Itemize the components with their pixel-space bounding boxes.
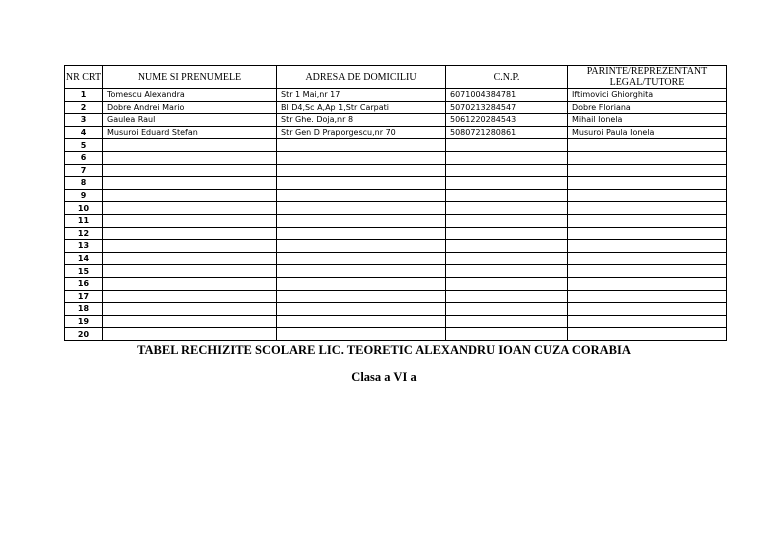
cell-parent bbox=[568, 303, 727, 316]
cell-address: Str Ghe. Doja,nr 8 bbox=[277, 114, 446, 127]
cell-name bbox=[103, 265, 277, 278]
cell-cnp bbox=[446, 240, 568, 253]
cell-name: Gaulea Raul bbox=[103, 114, 277, 127]
cell-address bbox=[277, 240, 446, 253]
cell-name bbox=[103, 189, 277, 202]
cell-address: Str 1 Mai,nr 17 bbox=[277, 89, 446, 102]
cell-parent: Mihail Ionela bbox=[568, 114, 727, 127]
cell-parent bbox=[568, 202, 727, 215]
cell-name bbox=[103, 164, 277, 177]
cell-parent: Musuroi Paula Ionela bbox=[568, 126, 727, 139]
cell-name bbox=[103, 227, 277, 240]
cell-address bbox=[277, 315, 446, 328]
header-cnp: C.N.P. bbox=[446, 66, 568, 89]
table-row bbox=[65, 202, 727, 215]
table-row bbox=[65, 151, 727, 164]
cell-parent bbox=[568, 177, 727, 190]
cell-cnp bbox=[446, 315, 568, 328]
cell-name bbox=[103, 315, 277, 328]
cell-address bbox=[277, 303, 446, 316]
cell-parent bbox=[568, 265, 727, 278]
cell-nr-crt: 6 bbox=[65, 151, 103, 164]
table-row bbox=[65, 315, 727, 328]
cell-address bbox=[277, 227, 446, 240]
cell-nr-crt: 16 bbox=[65, 277, 103, 290]
cell-name bbox=[103, 328, 277, 341]
cell-parent: Iftimovici Ghiorghita bbox=[568, 89, 727, 102]
cell-nr-crt: 4 bbox=[65, 126, 103, 139]
table-header-row bbox=[65, 66, 727, 89]
cell-cnp: 5070213284547 bbox=[446, 101, 568, 114]
table-row bbox=[65, 189, 727, 202]
cell-name bbox=[103, 303, 277, 316]
cell-cnp bbox=[446, 139, 568, 152]
cell-address bbox=[277, 202, 446, 215]
cell-name: Tomescu Alexandra bbox=[103, 89, 277, 102]
table-row bbox=[65, 290, 727, 303]
cell-nr-crt: 14 bbox=[65, 252, 103, 265]
table-row bbox=[65, 89, 727, 102]
table-row bbox=[65, 126, 727, 139]
cell-address bbox=[277, 139, 446, 152]
cell-cnp bbox=[446, 328, 568, 341]
cell-cnp bbox=[446, 303, 568, 316]
cell-name bbox=[103, 277, 277, 290]
cell-cnp bbox=[446, 227, 568, 240]
table-row bbox=[65, 240, 727, 253]
table-row bbox=[65, 227, 727, 240]
cell-cnp bbox=[446, 290, 568, 303]
cell-name bbox=[103, 290, 277, 303]
cell-cnp bbox=[446, 214, 568, 227]
table-body bbox=[65, 89, 727, 341]
cell-address bbox=[277, 164, 446, 177]
cell-cnp: 5061220284543 bbox=[446, 114, 568, 127]
cell-cnp bbox=[446, 265, 568, 278]
cell-cnp bbox=[446, 177, 568, 190]
cell-name: Dobre Andrei Mario bbox=[103, 101, 277, 114]
table-row bbox=[65, 164, 727, 177]
cell-nr-crt: 3 bbox=[65, 114, 103, 127]
cell-address: Str Gen D Praporgescu,nr 70 bbox=[277, 126, 446, 139]
cell-nr-crt: 19 bbox=[65, 315, 103, 328]
document-title: TABEL RECHIZITE SCOLARE LIC. TEORETIC ALEXANDRU IOAN CUZA CORABIA bbox=[137, 343, 631, 357]
cell-cnp bbox=[446, 277, 568, 290]
cell-address bbox=[277, 177, 446, 190]
cell-nr-crt: 8 bbox=[65, 177, 103, 190]
header-address: ADRESA DE DOMICILIU bbox=[277, 66, 446, 89]
cell-nr-crt: 13 bbox=[65, 240, 103, 253]
cell-name bbox=[103, 151, 277, 164]
student-table bbox=[64, 65, 727, 341]
cell-parent bbox=[568, 328, 727, 341]
cell-parent bbox=[568, 189, 727, 202]
cell-nr-crt: 20 bbox=[65, 328, 103, 341]
cell-parent bbox=[568, 164, 727, 177]
table-row bbox=[65, 328, 727, 341]
cell-name: Musuroi Eduard Stefan bbox=[103, 126, 277, 139]
cell-nr-crt: 1 bbox=[65, 89, 103, 102]
cell-parent bbox=[568, 214, 727, 227]
cell-nr-crt: 11 bbox=[65, 214, 103, 227]
cell-parent bbox=[568, 252, 727, 265]
table-row bbox=[65, 139, 727, 152]
cell-parent bbox=[568, 315, 727, 328]
cell-address bbox=[277, 277, 446, 290]
table-row bbox=[65, 265, 727, 278]
cell-name bbox=[103, 214, 277, 227]
cell-parent bbox=[568, 240, 727, 253]
cell-cnp bbox=[446, 189, 568, 202]
cell-cnp bbox=[446, 151, 568, 164]
cell-address bbox=[277, 214, 446, 227]
cell-name bbox=[103, 202, 277, 215]
table-row bbox=[65, 101, 727, 114]
cell-address bbox=[277, 328, 446, 341]
cell-nr-crt: 10 bbox=[65, 202, 103, 215]
cell-name bbox=[103, 252, 277, 265]
cell-name bbox=[103, 177, 277, 190]
cell-cnp: 5080721280861 bbox=[446, 126, 568, 139]
table-row bbox=[65, 252, 727, 265]
table-row bbox=[65, 214, 727, 227]
cell-nr-crt: 2 bbox=[65, 101, 103, 114]
cell-name bbox=[103, 139, 277, 152]
table-row bbox=[65, 177, 727, 190]
table-row bbox=[65, 114, 727, 127]
cell-address bbox=[277, 151, 446, 164]
cell-parent bbox=[568, 290, 727, 303]
cell-parent: Dobre Floriana bbox=[568, 101, 727, 114]
cell-nr-crt: 7 bbox=[65, 164, 103, 177]
cell-cnp bbox=[446, 164, 568, 177]
cell-cnp bbox=[446, 252, 568, 265]
cell-parent bbox=[568, 139, 727, 152]
cell-name bbox=[103, 240, 277, 253]
header-nr-crt: NR CRT bbox=[65, 66, 103, 89]
cell-parent bbox=[568, 227, 727, 240]
class-subtitle: Clasa a VI a bbox=[351, 370, 417, 384]
header-name: NUME SI PRENUMELE bbox=[103, 66, 277, 89]
cell-address bbox=[277, 290, 446, 303]
cell-address bbox=[277, 265, 446, 278]
cell-cnp bbox=[446, 202, 568, 215]
table-row bbox=[65, 303, 727, 316]
cell-nr-crt: 15 bbox=[65, 265, 103, 278]
cell-nr-crt: 12 bbox=[65, 227, 103, 240]
cell-address bbox=[277, 189, 446, 202]
header-parent: PARINTE/REPREZENTANT LEGAL/TUTORE bbox=[568, 66, 727, 89]
cell-parent bbox=[568, 277, 727, 290]
cell-cnp: 6071004384781 bbox=[446, 89, 568, 102]
cell-parent bbox=[568, 151, 727, 164]
cell-nr-crt: 5 bbox=[65, 139, 103, 152]
cell-address: Bl D4,Sc A,Ap 1,Str Carpati bbox=[277, 101, 446, 114]
table-row bbox=[65, 277, 727, 290]
cell-nr-crt: 17 bbox=[65, 290, 103, 303]
cell-address bbox=[277, 252, 446, 265]
cell-nr-crt: 9 bbox=[65, 189, 103, 202]
cell-nr-crt: 18 bbox=[65, 303, 103, 316]
